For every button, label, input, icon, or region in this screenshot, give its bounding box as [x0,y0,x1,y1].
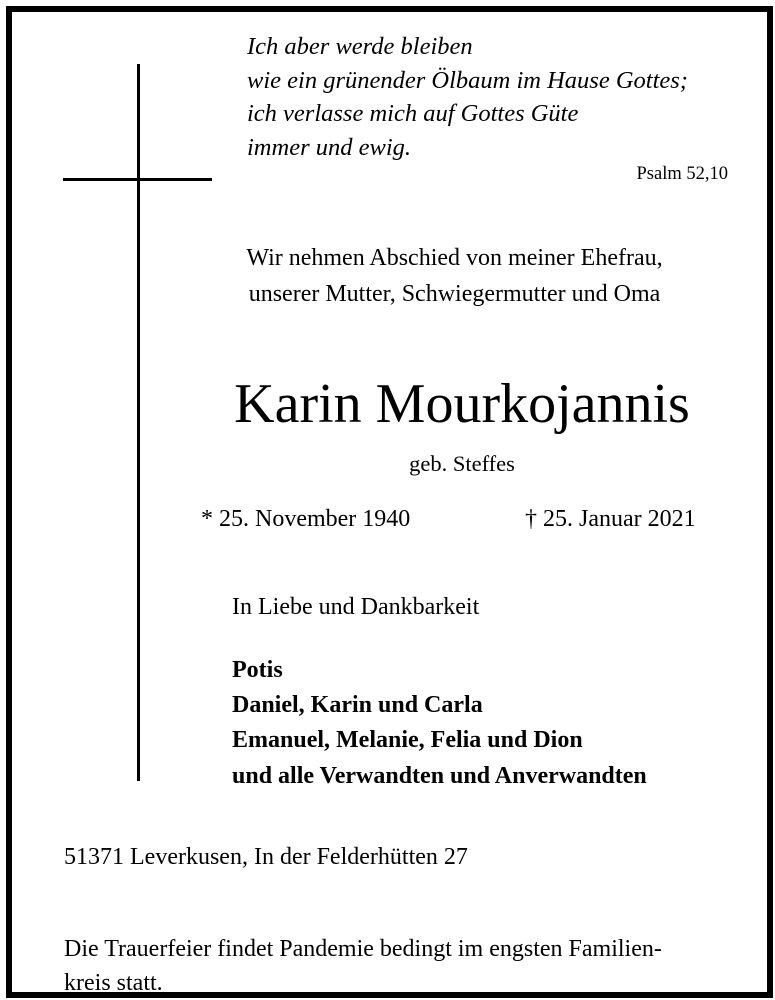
mourner-line: Emanuel, Melanie, Felia und Dion [232,727,583,754]
intro-text [192,240,717,312]
notice-line: Die Trauerfeier findet Pandemie bedingt im engsten Familien- [64,936,662,962]
mourners-list [232,653,647,794]
mourner-line: Potis [232,657,283,683]
verse-line: immer und ewig. [247,133,411,161]
maiden-name: geb. Steffes [409,451,515,476]
intro-line: unserer Mutter, Schwiegermutter und Oma [248,281,661,307]
cross-vertical-bar [137,64,140,781]
verse-line: ich verlasse mich auf Gottes Güte [247,100,579,127]
verse-line: Ich aber werde bleiben [247,33,473,60]
bible-verse [247,30,688,164]
deceased-name: Karin Mourkojannis [234,373,690,435]
verse-line: wie ein grünender Ölbaum im Hause Gottes; [247,66,688,94]
closing-phrase: In Liebe und Dankbarkeit [232,594,480,620]
family-address: 51371 Leverkusen, In der Felderhütten 27 [64,844,468,870]
death-date: † 25. Januar 2021 [525,506,696,532]
obituary-notice [6,6,773,998]
cross-horizontal-bar [63,178,212,181]
verse-reference: Psalm 52,10 [636,164,728,184]
funeral-notice [64,932,662,998]
intro-line: Wir nehmen Abschied von meiner Ehefrau, [246,245,663,271]
mourner-line: und alle Verwandten und Anverwandten [232,762,647,789]
birth-date: * 25. November 1940 [201,506,411,532]
mourner-line: Daniel, Karin und Carla [232,692,483,719]
notice-line: kreis statt. [64,970,163,996]
